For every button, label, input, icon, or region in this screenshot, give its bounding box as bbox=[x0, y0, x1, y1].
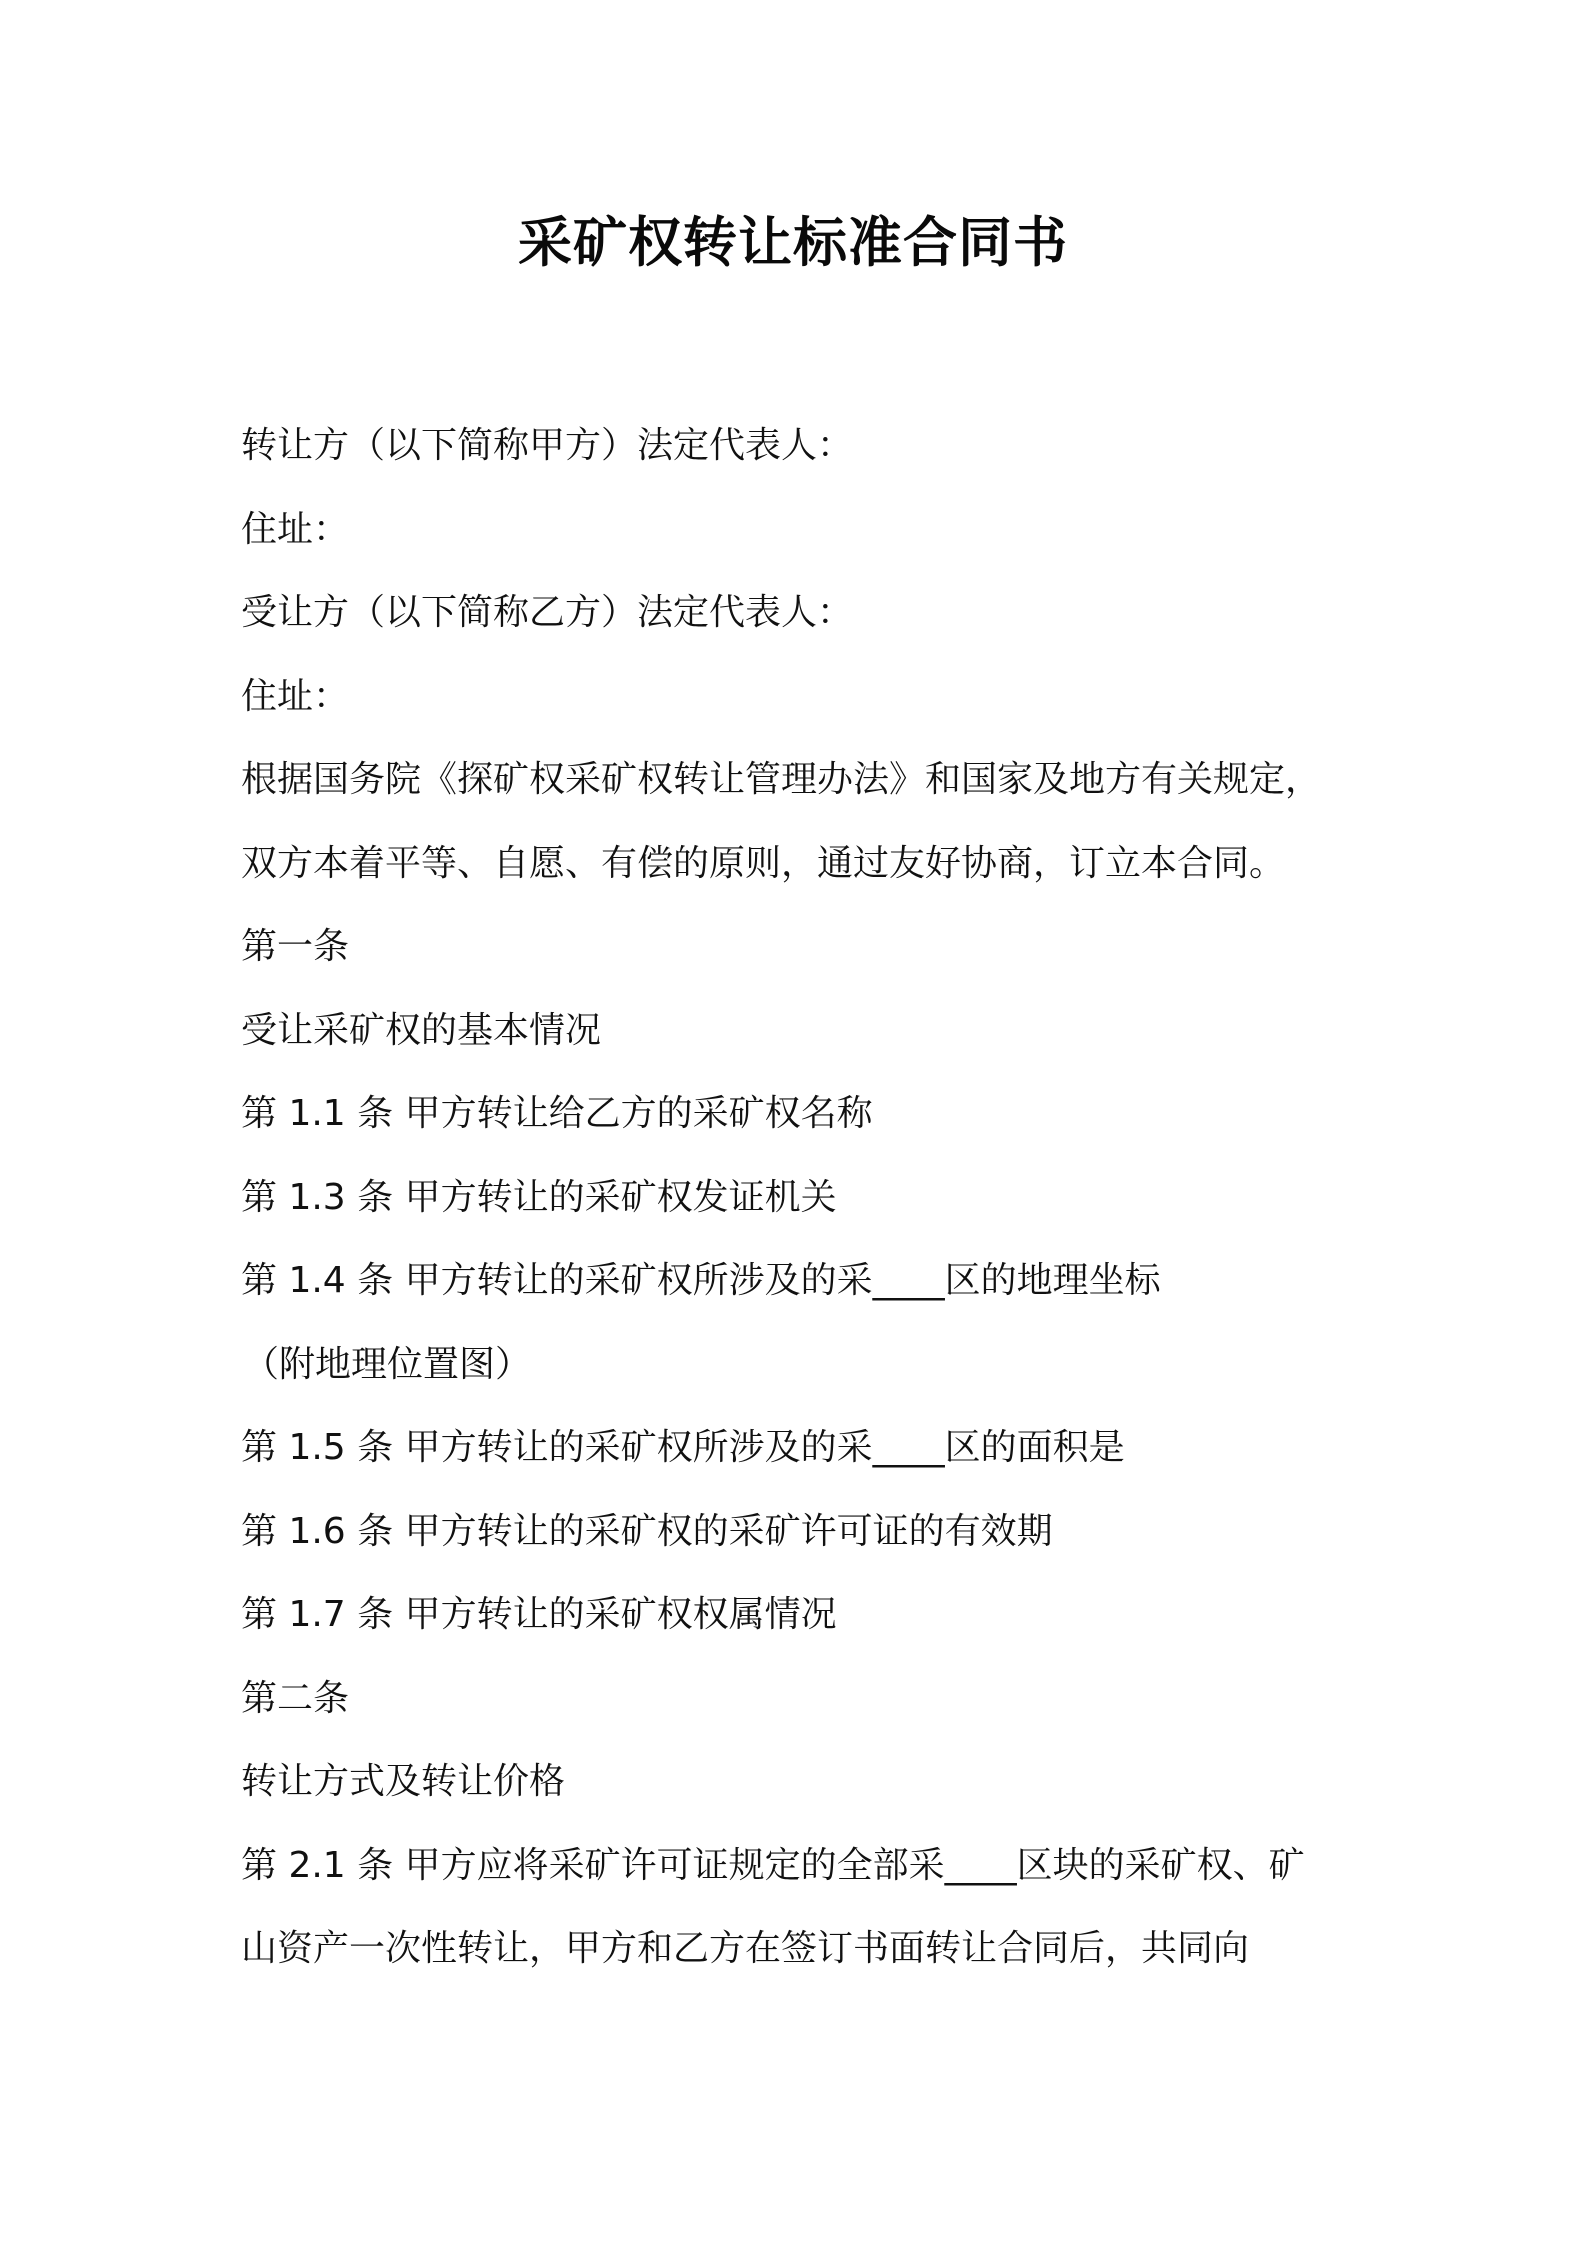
clause-1-4: 第 1.4 条 甲方转让的采矿权所涉及的采____区的地理坐标 bbox=[241, 1260, 1161, 1301]
preamble-line-2: 双方本着平等、自愿、有偿的原则，通过友好协商，订立本合同。 bbox=[241, 842, 1286, 884]
transferor-address-line: 住址： bbox=[241, 508, 350, 550]
document-title: 采矿权转让标准合同书 bbox=[518, 211, 1068, 274]
article-2-title: 转让方式及转让价格 bbox=[241, 1761, 566, 1802]
document-body bbox=[241, 404, 1361, 1991]
clause-1-5: 第 1.5 条 甲方转让的采矿权所涉及的采____区的面积是 bbox=[241, 1427, 1125, 1468]
article-1-title: 受让采矿权的基本情况 bbox=[241, 1009, 602, 1051]
clause-2-1-line-1: 第 2.1 条 甲方应将采矿许可证规定的全部采____区块的采矿权、矿 bbox=[241, 1844, 1305, 1886]
article-1-heading: 第一条 bbox=[241, 926, 350, 967]
clause-1-6: 第 1.6 条 甲方转让的采矿权的采矿许可证的有效期 bbox=[241, 1510, 1053, 1552]
clause-1-1: 第 1.1 条 甲方转让给乙方的采矿权名称 bbox=[241, 1093, 873, 1134]
clause-2-1-line-2: 山资产一次性转让，甲方和乙方在签订书面转让合同后，共同向 bbox=[241, 1928, 1250, 1969]
preamble-line-1: 根据国务院《探矿权采矿权转让管理办法》和国家及地方有关规定， bbox=[241, 759, 1322, 800]
transferee-line: 受让方（以下简称乙方）法定代表人： bbox=[241, 592, 854, 633]
article-2-heading: 第二条 bbox=[241, 1677, 350, 1719]
clause-1-4-note: （附地理位置图） bbox=[243, 1343, 532, 1385]
transferee-address-line: 住址： bbox=[241, 675, 350, 717]
clause-1-7: 第 1.7 条 甲方转让的采矿权权属情况 bbox=[241, 1594, 837, 1635]
transferor-line: 转让方（以下简称甲方）法定代表人： bbox=[241, 425, 854, 466]
clause-1-3: 第 1.3 条 甲方转让的采矿权发证机关 bbox=[241, 1176, 837, 1218]
